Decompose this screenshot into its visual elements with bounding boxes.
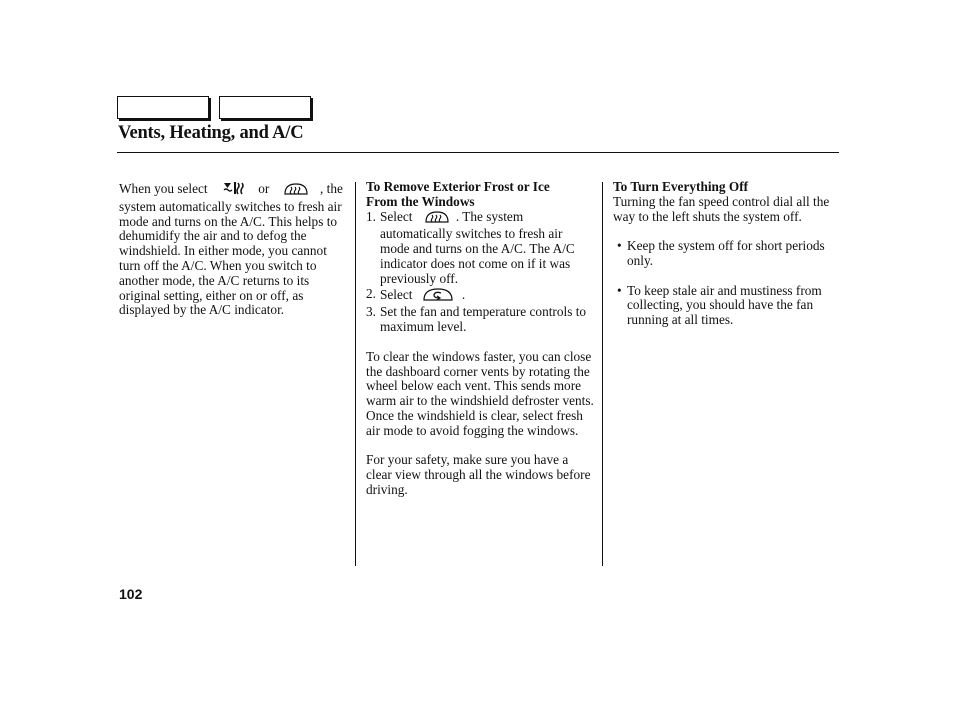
recirculation-icon — [422, 287, 454, 306]
step-text: . The system automatically switches to fresh air mode and turns on the A/C. The A/C indicator does not come on if it was previously off. — [380, 208, 575, 286]
step-text: Set the fan and temperature controls to maximum level. — [380, 304, 587, 335]
page-title: Vents, Heating, and A/C — [118, 123, 304, 143]
heading-line: From the Windows — [366, 193, 475, 209]
paragraph-text: the system automatically switches to fresh air mode and turns on the A/C. This helps to dehumidify the air and to defog the windshield. In either mode, you cannot turn off the A/C. When you switch to another mode, the A/C returns to its original setting, either on or off, as displayed by the A/C indicator. — [119, 181, 343, 318]
step-number: 2. — [366, 285, 376, 301]
column-divider-1 — [355, 182, 356, 566]
turn-off-paragraph: Turning the fan speed control dial all the way to the left shuts the system off. — [613, 193, 830, 224]
turn-off-heading: To Turn Everything Off — [613, 179, 749, 194]
bullet-text: Keep the system off for short periods only. — [627, 238, 825, 268]
bullet-icon: • — [617, 238, 622, 254]
column-middle — [366, 180, 594, 498]
heading-line: To Remove Exterior Frost or Ice — [366, 179, 550, 194]
paragraph-text: , — [320, 181, 324, 196]
list-item — [613, 284, 841, 328]
column-right — [613, 180, 841, 328]
list-item — [613, 239, 841, 269]
mode-switch-paragraph — [119, 180, 351, 318]
title-rule — [117, 152, 839, 153]
step-text: . — [461, 286, 466, 302]
paragraph-text: or — [258, 181, 270, 196]
step-text: Select — [380, 208, 413, 224]
floor-defrost-mode-icon — [221, 180, 247, 200]
step-number: 1. — [366, 208, 376, 224]
paragraph-text: When you select — [119, 181, 208, 196]
header-tab-box-1 — [117, 96, 209, 119]
bullet-text: To keep stale air and mustiness from collecting, you should have the fan running at all times. — [627, 282, 822, 328]
step-text: Select — [380, 286, 413, 302]
list-item — [366, 210, 594, 287]
frost-steps-list — [366, 210, 594, 335]
column-left — [119, 180, 351, 318]
bullet-icon: • — [617, 282, 622, 298]
safety-paragraph: For your safety, make sure you have a clear view through all the windows before driving. — [366, 452, 591, 497]
list-item — [366, 287, 594, 306]
frost-section-heading — [366, 180, 594, 210]
header-tab-box-2 — [219, 96, 311, 119]
list-item — [366, 305, 594, 335]
clear-windows-paragraph: To clear the windows faster, you can close the dashboard corner vents by rotating the wheel below each vent. This sends more warm air to the windshield defroster vents. Once the windshield is clear, select fresh air mode to avoid fogging the windows. — [366, 348, 594, 438]
windshield-defrost-icon — [283, 182, 309, 200]
windshield-defrost-icon — [424, 210, 450, 228]
page-number: 102 — [119, 586, 143, 602]
step-number: 3. — [366, 304, 376, 320]
turn-off-bullets — [613, 239, 841, 328]
column-divider-2 — [602, 182, 603, 566]
